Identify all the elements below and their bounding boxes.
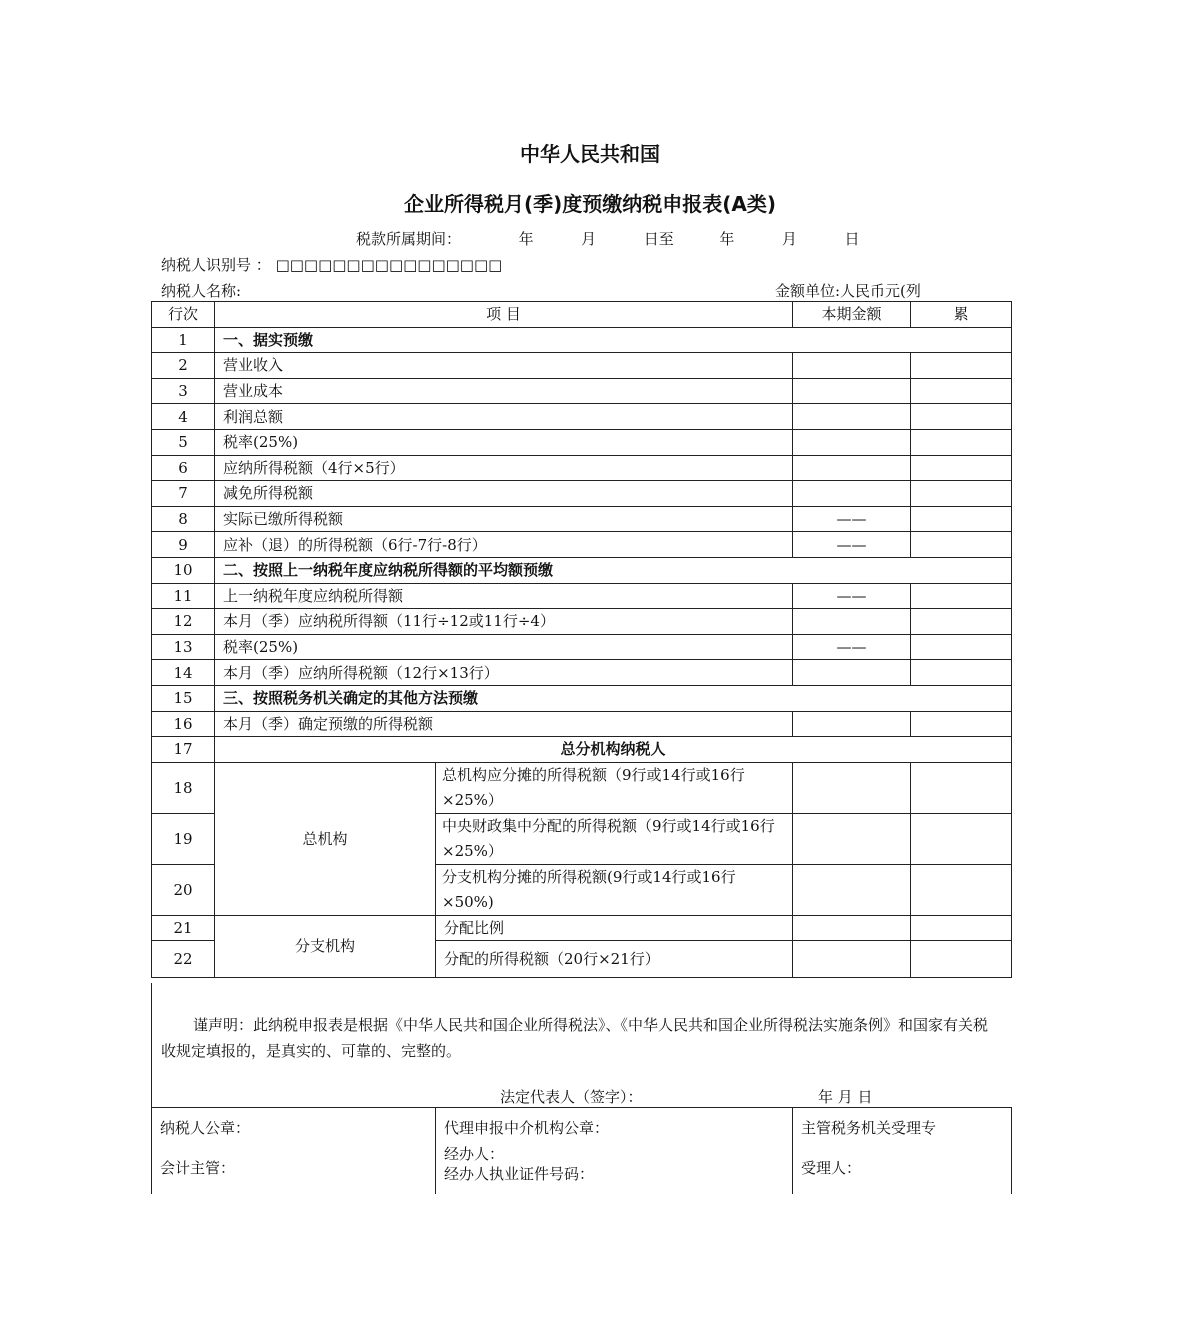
row-label: 总机构应分摊的所得税额（9行或14行或16行×25%） — [436, 762, 793, 813]
current-amount-cell[interactable] — [793, 353, 911, 379]
cumulative-amount-cell[interactable] — [911, 481, 1012, 507]
head-office-label: 总机构 — [215, 762, 436, 915]
current-amount-cell[interactable] — [793, 455, 911, 481]
section-label: 三、按照税务机关确定的其他方法预缴 — [215, 685, 1012, 711]
form-title: 企业所得税月(季)度预缴纳税申报表(A类) — [403, 192, 777, 216]
taxpayer-seal-label: 纳税人公章： — [160, 1119, 251, 1137]
row-number: 7 — [152, 481, 215, 507]
row-label: 应纳所得税额（4行×5行） — [215, 455, 793, 481]
table-row — [152, 481, 1012, 507]
row-number: 18 — [152, 762, 215, 813]
table-row — [152, 609, 1012, 635]
current-amount-dash: —— — [793, 532, 911, 558]
declaration-table — [151, 301, 1012, 978]
row-label: 减免所得税额 — [215, 481, 793, 507]
current-amount-cell[interactable] — [793, 813, 911, 864]
table-row — [152, 506, 1012, 532]
table-row — [152, 455, 1012, 481]
row-number: 21 — [152, 915, 215, 941]
row-label: 本月（季）确定预缴的所得税额 — [215, 711, 793, 737]
amount-unit: 金额单位:人民币元(列 — [775, 282, 921, 300]
cumulative-amount-cell[interactable] — [911, 609, 1012, 635]
period-month-end: 月 — [781, 230, 797, 248]
table-row — [152, 429, 1012, 455]
table-row — [152, 532, 1012, 558]
row-label: 营业成本 — [215, 378, 793, 404]
table-row — [152, 660, 1012, 686]
row-number: 4 — [152, 404, 215, 430]
period-day-end: 日 — [844, 230, 860, 248]
table-row — [152, 915, 1012, 941]
row-number: 1 — [152, 327, 215, 353]
table-row — [152, 762, 1012, 813]
table-row — [152, 353, 1012, 379]
cumulative-amount-cell[interactable] — [911, 634, 1012, 660]
row-number: 13 — [152, 634, 215, 660]
row-number: 9 — [152, 532, 215, 558]
row-number: 3 — [152, 378, 215, 404]
row-number: 8 — [152, 506, 215, 532]
period-year-start: 年 — [518, 230, 534, 248]
seal-table — [151, 1107, 1012, 1194]
row-label: 分支机构分摊的所得税额(9行或14行或16行×50%) — [436, 864, 793, 915]
cumulative-amount-cell[interactable] — [911, 506, 1012, 532]
cumulative-amount-cell[interactable] — [911, 711, 1012, 737]
period-month-start: 月 — [581, 230, 597, 248]
row-number: 11 — [152, 583, 215, 609]
current-amount-cell[interactable] — [793, 941, 911, 978]
cumulative-amount-cell[interactable] — [911, 532, 1012, 558]
row-label: 分配比例 — [436, 915, 793, 941]
row-number: 5 — [152, 429, 215, 455]
row-number: 15 — [152, 685, 215, 711]
current-amount-cell[interactable] — [793, 711, 911, 737]
form-title-country: 中华人民共和国 — [520, 142, 660, 166]
tax-authority-cell[interactable] — [793, 1108, 1012, 1195]
cumulative-amount-cell[interactable] — [911, 583, 1012, 609]
row-number: 10 — [152, 557, 215, 583]
current-amount-cell[interactable] — [793, 915, 911, 941]
table-row — [152, 737, 1012, 763]
cumulative-amount-cell[interactable] — [911, 660, 1012, 686]
table-row — [152, 583, 1012, 609]
table-row — [152, 404, 1012, 430]
agent-seal-cell[interactable] — [436, 1108, 793, 1195]
signature-date[interactable]: 年 月 日 — [818, 1088, 873, 1106]
agent-seal-label: 代理申报中介机构公章： — [444, 1119, 610, 1137]
row-label: 上一纳税年度应纳税所得额 — [215, 583, 793, 609]
row-label: 本月（季）应纳税所得额（11行÷12或11行÷4） — [215, 609, 793, 635]
period-label: 税款所属期间： — [356, 230, 462, 248]
current-amount-cell[interactable] — [793, 429, 911, 455]
cumulative-amount-cell[interactable] — [911, 813, 1012, 864]
table-row — [152, 711, 1012, 737]
row-number: 2 — [152, 353, 215, 379]
taxpayer-id-label: 纳税人识别号 ： — [161, 256, 271, 274]
accounting-supervisor-label: 会计主管： — [160, 1159, 236, 1177]
cumulative-amount-cell[interactable] — [911, 864, 1012, 915]
current-amount-cell[interactable] — [793, 660, 911, 686]
row-number: 16 — [152, 711, 215, 737]
section-label: 二、按照上一纳税年度应纳税所得额的平均额预缴 — [215, 557, 1012, 583]
cumulative-amount-cell[interactable] — [911, 353, 1012, 379]
current-amount-cell[interactable] — [793, 404, 911, 430]
row-label: 营业收入 — [215, 353, 793, 379]
current-amount-cell[interactable] — [793, 864, 911, 915]
taxpayer-id — [161, 254, 502, 275]
period-day-start: 日至 — [643, 230, 674, 248]
receiver-label: 受理人： — [801, 1159, 862, 1177]
header-current-amount: 本期金额 — [793, 302, 911, 328]
row-label: 中央财政集中分配的所得税额（9行或14行或16行×25%） — [436, 813, 793, 864]
row-number: 19 — [152, 813, 215, 864]
current-amount-dash: —— — [793, 506, 911, 532]
header-item: 项 目 — [215, 302, 793, 328]
handler-label: 经办人： — [444, 1145, 505, 1163]
section-label: 一、据实预缴 — [215, 327, 1012, 353]
current-amount-cell[interactable] — [793, 378, 911, 404]
table-header-row — [152, 302, 1012, 328]
row-label: 税率(25%) — [215, 429, 793, 455]
row-number: 17 — [152, 737, 215, 763]
cumulative-amount-cell[interactable] — [911, 915, 1012, 941]
current-amount-dash: —— — [793, 583, 911, 609]
cumulative-amount-cell[interactable] — [911, 429, 1012, 455]
row-number: 22 — [152, 941, 215, 978]
current-amount-cell[interactable] — [793, 762, 911, 813]
period-year-end: 年 — [719, 230, 735, 248]
tax-period — [356, 228, 859, 249]
table-row — [152, 685, 1012, 711]
table-row — [152, 378, 1012, 404]
row-label: 利润总额 — [215, 404, 793, 430]
legal-representative-signature[interactable]: 法定代表人（签字）： — [500, 1088, 643, 1106]
taxpayer-name-label: 纳税人名称: — [161, 282, 242, 300]
cumulative-amount-cell[interactable] — [911, 941, 1012, 978]
row-label: 本月（季）应纳所得税额（12行×13行） — [215, 660, 793, 686]
row-label: 分配的所得税额（20行×21行） — [436, 941, 793, 978]
cumulative-amount-cell[interactable] — [911, 404, 1012, 430]
header-cumulative-amount: 累 — [911, 302, 1012, 328]
table-row — [152, 557, 1012, 583]
cumulative-amount-cell[interactable] — [911, 378, 1012, 404]
current-amount-cell[interactable] — [793, 481, 911, 507]
current-amount-cell[interactable] — [793, 609, 911, 635]
declaration-text: 谨声明：此纳税申报表是根据《中华人民共和国企业所得税法》、《中华人民共和国企业所得税法实施条例》和国家有关税收规定填报的，是真实的、可靠的、完整的。 — [161, 1016, 989, 1060]
cumulative-amount-cell[interactable] — [911, 455, 1012, 481]
section-label: 总分机构纳税人 — [215, 737, 1012, 763]
branch-office-label: 分支机构 — [215, 915, 436, 978]
row-label: 税率(25%) — [215, 634, 793, 660]
taxpayer-id-boxes[interactable]: □□□□□□□□□□□□□□□□ — [275, 256, 503, 274]
table-row — [152, 327, 1012, 353]
handler-license-label: 经办人执业证件号码： — [444, 1165, 595, 1183]
table-row — [152, 634, 1012, 660]
row-number: 14 — [152, 660, 215, 686]
row-number: 6 — [152, 455, 215, 481]
taxpayer-seal-cell[interactable] — [152, 1108, 436, 1195]
row-number: 20 — [152, 864, 215, 915]
row-label: 应补（退）的所得税额（6行-7行-8行） — [215, 532, 793, 558]
cumulative-amount-cell[interactable] — [911, 762, 1012, 813]
row-number: 12 — [152, 609, 215, 635]
header-row-no: 行次 — [152, 302, 215, 328]
current-amount-dash: —— — [793, 634, 911, 660]
tax-authority-label: 主管税务机关受理专 — [801, 1119, 937, 1137]
row-label: 实际已缴所得税额 — [215, 506, 793, 532]
